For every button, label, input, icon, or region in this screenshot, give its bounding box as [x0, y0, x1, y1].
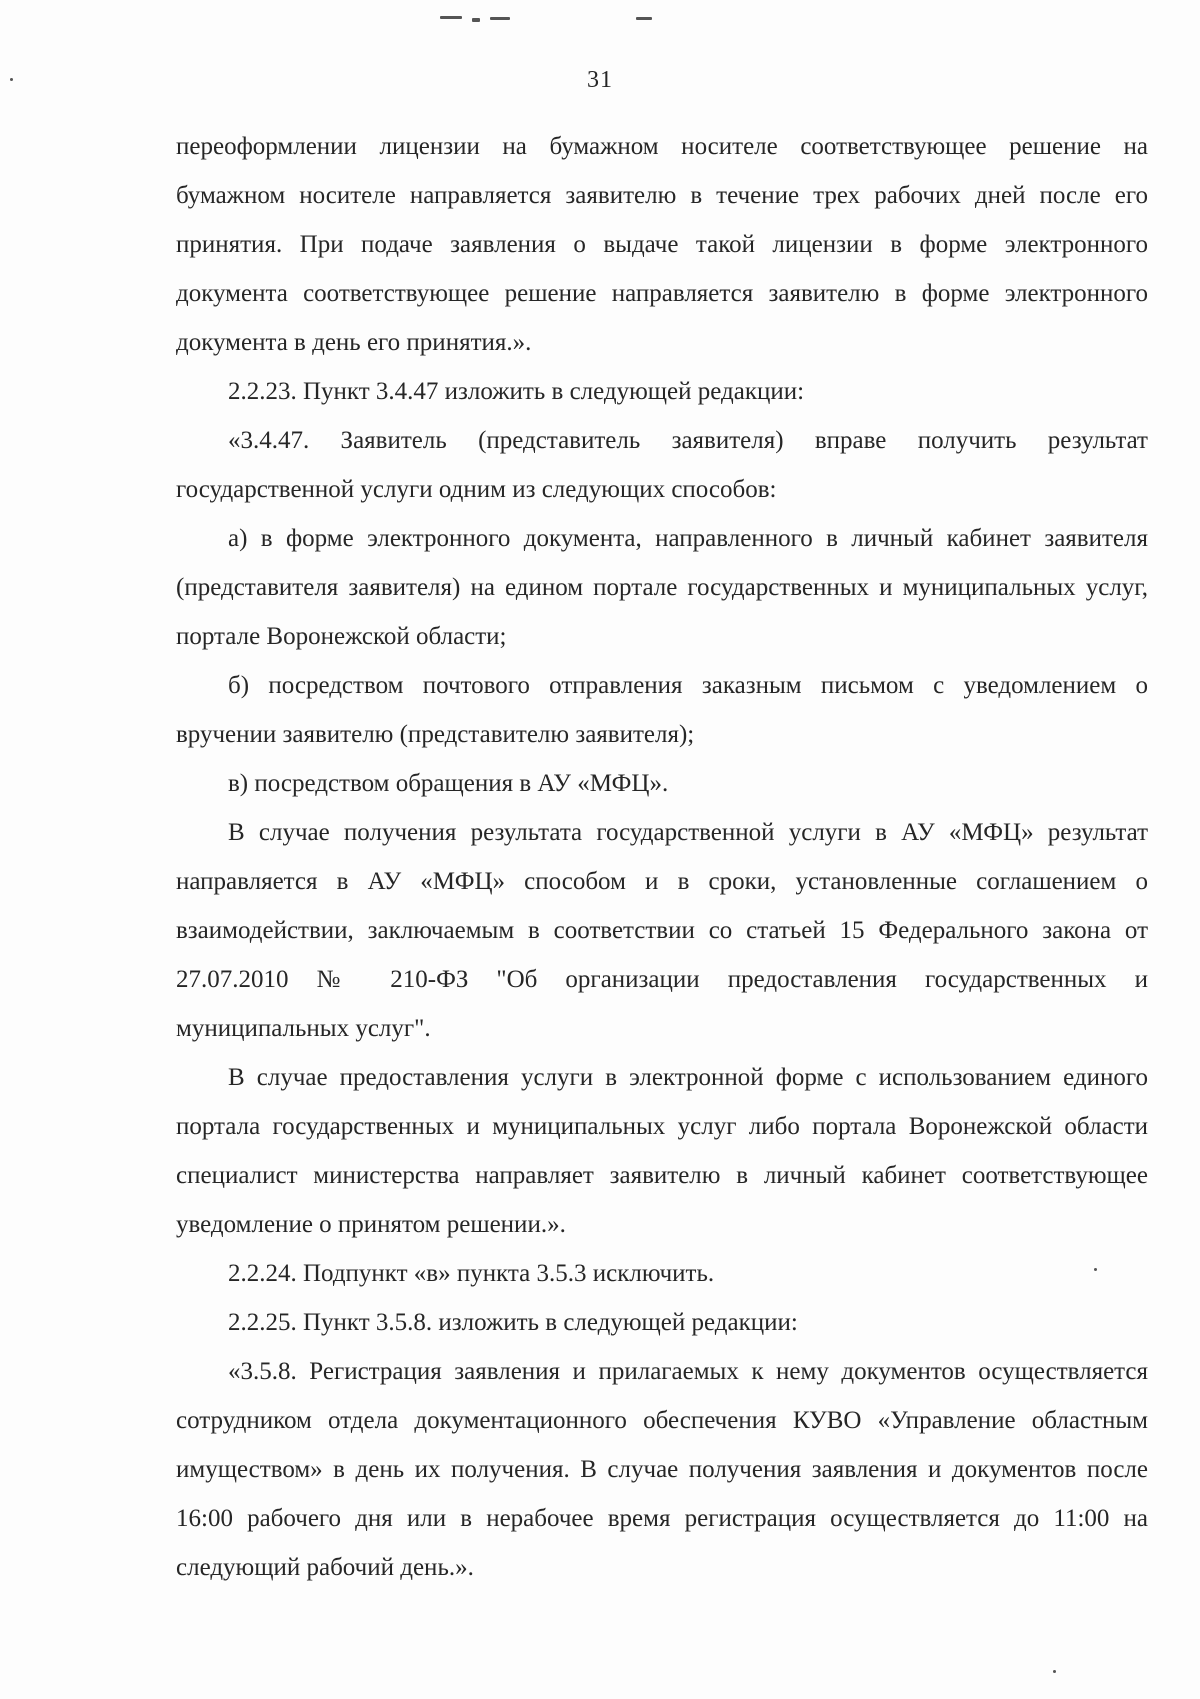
- list-item-b: б) посредством почтового отправления заказным письмом с уведомлением о вручении заявителю (представителю заявителя);: [176, 672, 1148, 748]
- document-body: [176, 122, 1148, 1592]
- paragraph-mfc-result: В случае получения результата государственной услуги в АУ «МФЦ» результат направляется в АУ «МФЦ» способом и в сроки, установленные соглашением о взаимодействии, заключаемым в соответствии со статьей 15 Федерального закона от 27.07.2010 № 210-ФЗ "Об организации предоставления государственных и муниципальных услуг".: [176, 819, 1148, 1042]
- scan-artifact: [636, 17, 652, 20]
- paragraph-3-4-47: «3.4.47. Заявитель (представитель заявителя) вправе получить результат государственной услуги одним из следующих способов:: [176, 427, 1148, 503]
- list-item-v: в) посредством обращения в АУ «МФЦ».: [228, 770, 669, 797]
- scan-artifact: [490, 17, 510, 20]
- scan-artifact: [1053, 1670, 1056, 1673]
- scan-artifact: [1094, 1268, 1097, 1271]
- paragraph-continuation: переоформлении лицензии на бумажном носителе соответствующее решение на бумажном носителе направляется заявителю в течение трех рабочих дней после его принятия. При подаче заявления о выдаче такой лицензии в форме электронного документа соответствующее решение направляется заявителю в форме электронного документа в день его принятия.».: [176, 133, 1148, 356]
- paragraph-2-2-24: 2.2.24. Подпункт «в» пункта 3.5.3 исключить.: [228, 1260, 715, 1287]
- paragraph-2-2-23: 2.2.23. Пункт 3.4.47 изложить в следующей редакции:: [228, 378, 805, 405]
- paragraph-2-2-25: 2.2.25. Пункт 3.5.8. изложить в следующей редакции:: [228, 1309, 798, 1336]
- list-item-a: а) в форме электронного документа, направленного в личный кабинет заявителя (представителя заявителя) на едином портале государственных и муниципальных услуг, портале Воронежской области;: [176, 525, 1148, 650]
- paragraph-electronic-form: В случае предоставления услуги в электронной форме с использованием единого портала государственных и муниципальных услуг либо портала Воронежской области специалист министерства направляет заявителю в личный кабинет соответствующее уведомление о принятом решении.».: [176, 1064, 1148, 1238]
- paragraph-3-5-8: «3.5.8. Регистрация заявления и прилагаемых к нему документов осуществляется сотрудником отдела документационного обеспечения КУВО «Управление областным имуществом» в день их получения. В случае получения заявления и документов после 16:00 рабочего дня или в нерабочее время регистрация осуществляется до 11:00 на следующий рабочий день.».: [176, 1358, 1148, 1581]
- scan-artifact: [472, 18, 480, 22]
- page-number: 31: [587, 67, 613, 93]
- scan-artifact: [440, 16, 462, 19]
